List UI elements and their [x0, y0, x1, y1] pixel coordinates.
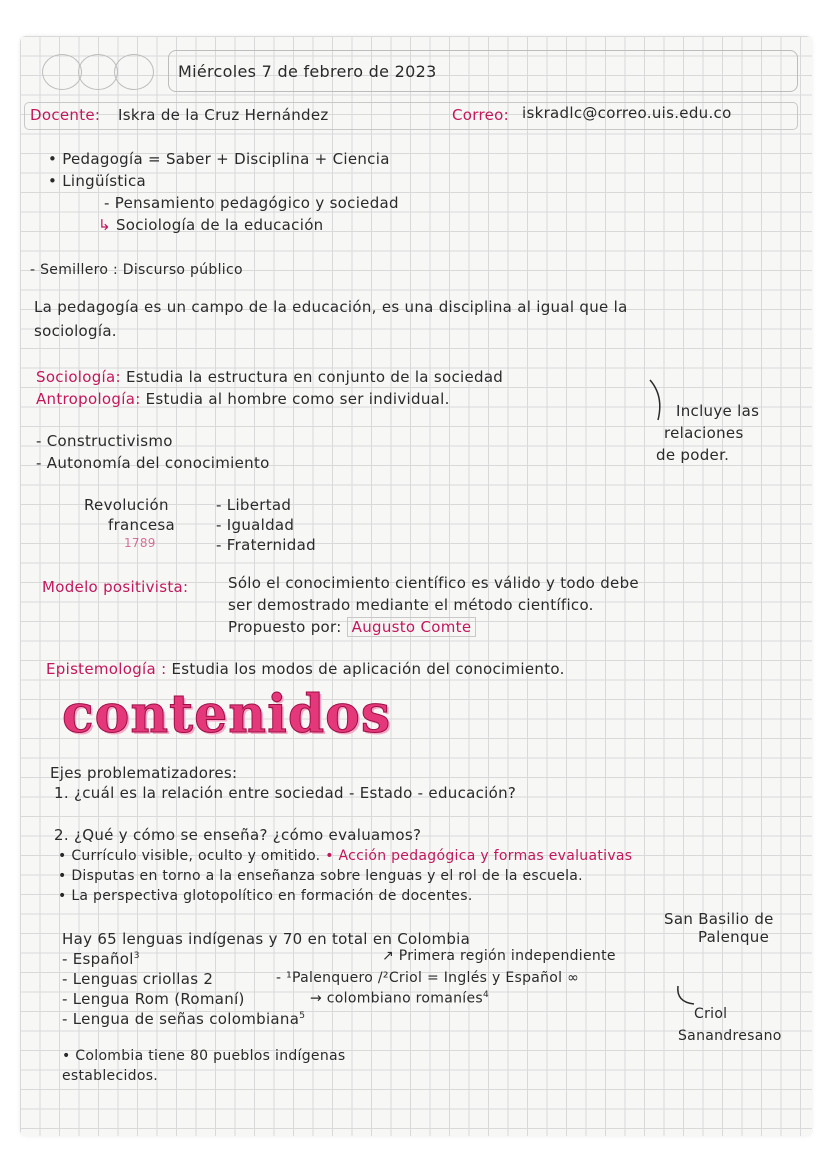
ejes-bullet-1-pink: • Acción pedagógica y formas evaluativas — [325, 848, 633, 864]
header-circle-2 — [78, 54, 118, 90]
note-line-3: de poder. — [656, 446, 730, 464]
semillero: - Semillero : Discurso público — [30, 262, 243, 278]
lenguas-romanies — [310, 990, 489, 1007]
lenguas-senas-text: - Lengua de señas colombiana — [62, 1010, 300, 1028]
epistemologia-def — [46, 660, 565, 678]
topic-sub-1: - Pensamiento pedagógico y sociedad — [104, 194, 399, 212]
ejes-bullet-1-text: Currículo visible, oculto y omitido. — [71, 848, 321, 864]
note-line-1: Incluye las — [676, 402, 760, 420]
epistemologia-label: Epistemología : — [46, 660, 167, 678]
lenguas-senas — [62, 1010, 305, 1028]
modelo-proposed-name: Augusto Comte — [347, 617, 477, 637]
colombia-line-2: establecidos. — [62, 1068, 159, 1084]
contenidos-title: contenidos — [62, 684, 392, 745]
antropologia-def — [36, 390, 450, 408]
ejes-bullet-2-text: Disputas en torno a la enseñanza sobre lenguas y el rol de la escuela. — [71, 868, 583, 884]
topic-linguistica: • Lingüística — [48, 172, 147, 190]
sociologia-label: Sociología: — [36, 368, 121, 386]
revolucion-item-2: - Igualdad — [216, 516, 295, 534]
modelo-line-2: ser demostrado mediante el método científico. — [228, 596, 594, 614]
sociologia-text: Estudia la estructura en conjunto de la sociedad — [125, 368, 504, 386]
note-line-2: relaciones — [664, 424, 744, 442]
topic-sub-2 — [98, 216, 323, 234]
lenguas-espanol-sup: 3 — [133, 951, 140, 961]
lenguas-primera: ↗ Primera región independiente — [382, 948, 616, 964]
bracket-curve-icon — [644, 376, 674, 426]
date-text: Miércoles 7 de febrero de 2023 — [178, 62, 437, 81]
colombia-line-1: • Colombia tiene 80 pueblos indígenas — [62, 1048, 346, 1064]
concept-2: - Autonomía del conocimiento — [36, 454, 270, 472]
topic-pedagogia-text: Pedagogía = Saber + Disciplina + Ciencia — [62, 150, 390, 168]
lenguas-espanol — [62, 950, 140, 968]
concept-1: - Constructivismo — [36, 432, 173, 450]
topic-sub-2-text: Sociología de la educación — [115, 216, 324, 234]
paragraph-line-1: La pedagogía es un campo de la educación, es una disciplina al igual que la — [34, 298, 628, 316]
lenguas-primera-text: Primera región independiente — [398, 948, 616, 964]
lenguas-main: Hay 65 lenguas indígenas y 70 en total en Colombia — [62, 930, 471, 948]
lenguas-romanies-sup: 4 — [482, 990, 490, 1000]
lenguas-rom: - Lengua Rom (Romaní) — [62, 990, 245, 1008]
ejes-q2: 2. ¿Qué y cómo se enseña? ¿cómo evaluamos? — [54, 826, 422, 844]
ejes-bullet-3: • La perspectiva glotopolítico en formación de docentes. — [58, 888, 473, 904]
antropologia-text: Estudia al hombre como ser individual. — [145, 390, 450, 408]
lenguas-romanies-text: → colombiano romaníes — [310, 990, 483, 1007]
criol-label: Criol — [694, 1006, 728, 1022]
sanandresano-label: Sanandresano — [678, 1028, 782, 1044]
header-circle-3 — [114, 54, 154, 90]
teacher-label: Docente: — [30, 106, 101, 124]
modelo-line-1: Sólo el conocimiento científico es válido y todo debe — [228, 574, 639, 592]
san-basilio-line-2: Palenque — [698, 928, 770, 946]
revolucion-item-1: - Libertad — [216, 496, 292, 514]
epistemologia-text: Estudia los modos de aplicación del conocimiento. — [171, 660, 565, 678]
paragraph-line-2: sociología. — [34, 322, 117, 340]
modelo-label: Modelo positivista: — [42, 578, 189, 596]
modelo-proposed — [228, 618, 476, 636]
modelo-proposed-label: Propuesto por: — [228, 618, 342, 636]
revolucion-year: 1789 — [124, 536, 156, 550]
revolucion-label-2: francesa — [108, 516, 176, 534]
ejes-bullet-1: • Currículo visible, oculto y omitido. • Acción pedagógica y formas evaluativas — [58, 848, 633, 864]
return-arrow-icon: ↳ — [98, 216, 111, 234]
antropologia-label: Antropología: — [36, 390, 141, 408]
san-basilio-line-1: San Basilio de — [664, 910, 774, 928]
ejes-q1: 1. ¿cuál es la relación entre sociedad - Estado - educación? — [54, 784, 517, 802]
revolucion-label-1: Revolución — [84, 496, 169, 514]
ejes-bullet-2: • Disputas en torno a la enseñanza sobre lenguas y el rol de la escuela. — [58, 868, 583, 884]
topic-pedagogia: • Pedagogía = Saber + Disciplina + Ciencia — [48, 150, 390, 168]
revolucion-item-3: - Fraternidad — [216, 536, 316, 554]
email-label: Correo: — [452, 106, 509, 124]
lenguas-criollas: - Lenguas criollas 2 — [62, 970, 214, 988]
ejes-bullet-3-text: La perspectiva glotopolítico en formación de docentes. — [71, 888, 473, 904]
sociologia-def — [36, 368, 503, 386]
email-value: iskradlc@correo.uis.edu.co — [522, 104, 732, 122]
topic-linguistica-text: Lingüística — [62, 172, 147, 190]
ejes-title: Ejes problematizadores: — [50, 764, 238, 782]
lenguas-palenquero: - ¹Palenquero /²Criol = Inglés y Español ∞ — [276, 970, 580, 986]
teacher-name: Iskra de la Cruz Hernández — [118, 106, 329, 124]
lenguas-senas-sup: 5 — [299, 1011, 306, 1021]
lenguas-espanol-text: - Español — [62, 950, 134, 968]
header-circle-1 — [42, 54, 82, 90]
